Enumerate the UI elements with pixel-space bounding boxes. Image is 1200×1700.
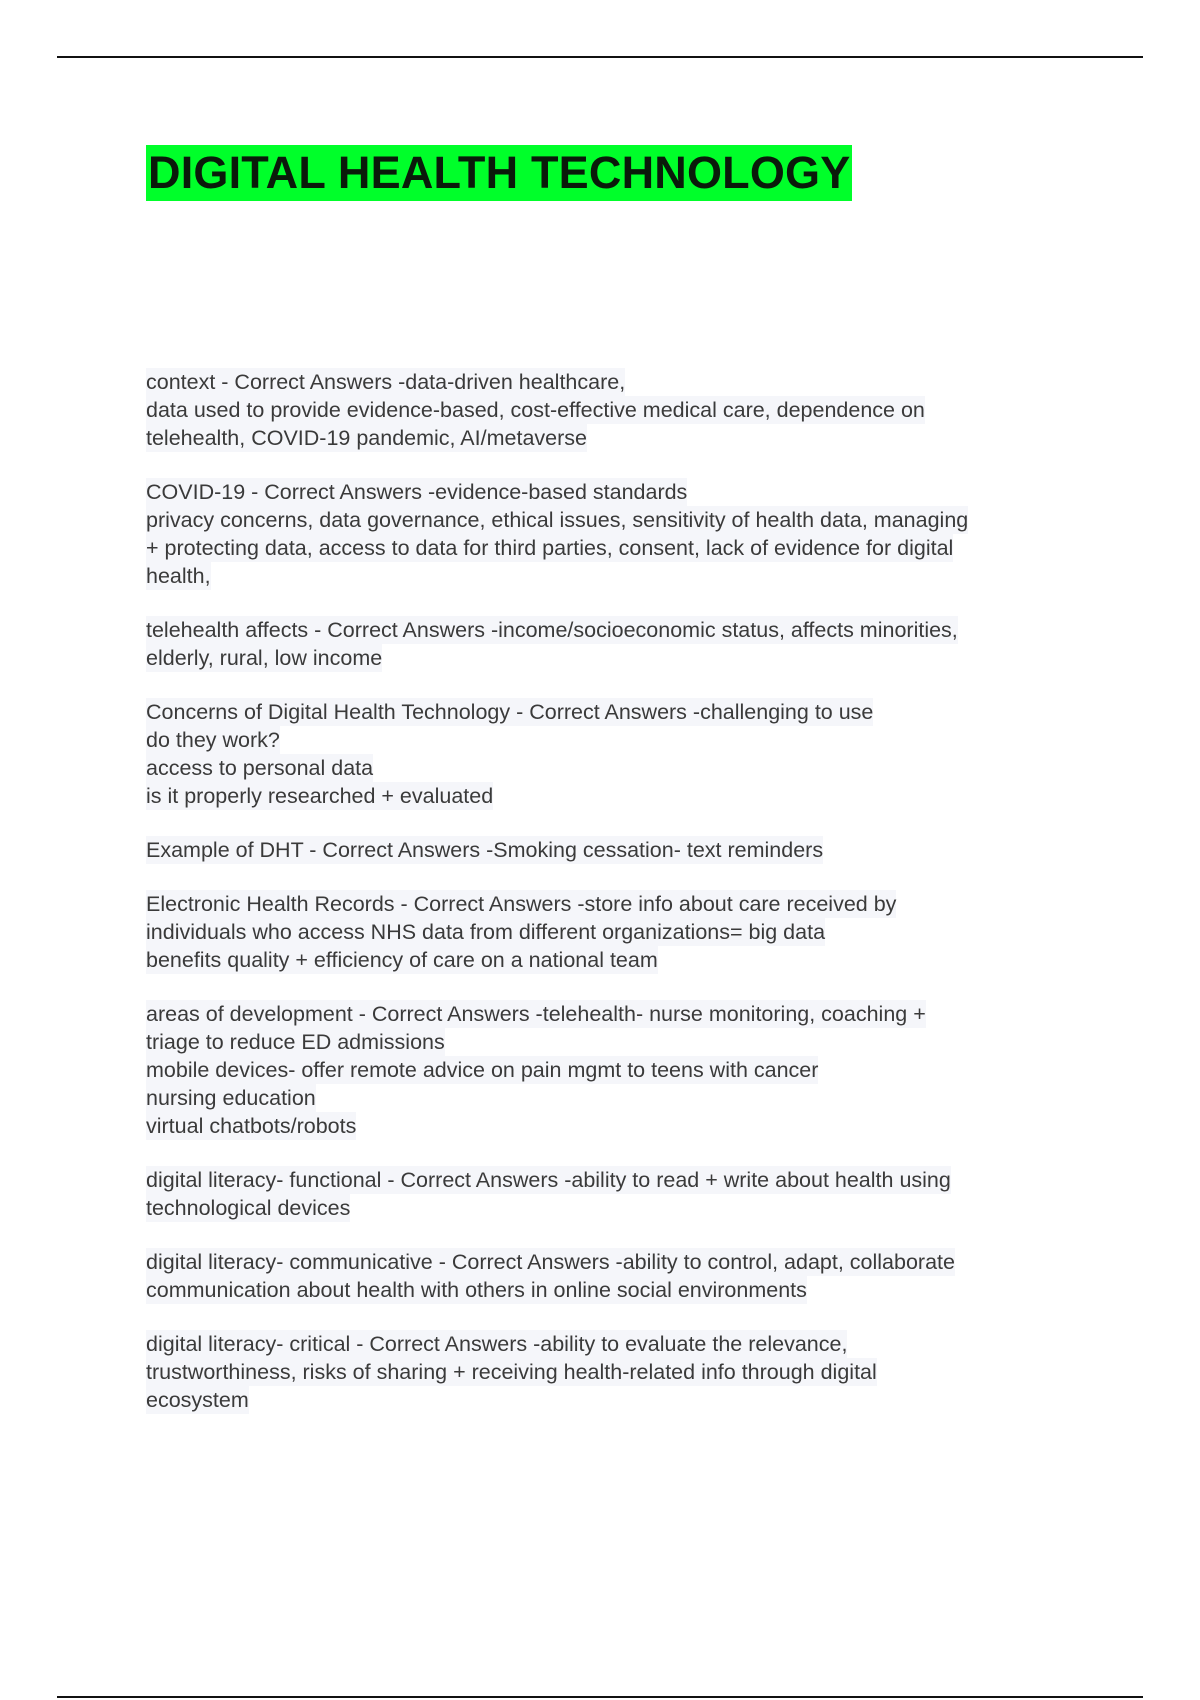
- entry-line: digital literacy- communicative - Correct Answers -ability to control, adapt, collaborate: [146, 1250, 955, 1274]
- entry-line: digital literacy- critical - Correct Answers -ability to evaluate the relevance,: [146, 1332, 848, 1356]
- entry-line: areas of development - Correct Answers -telehealth- nurse monitoring, coaching +: [146, 1002, 926, 1026]
- entry-line: health,: [146, 564, 211, 588]
- entry-telehealth-affects: [146, 616, 1086, 672]
- entry-line: communication about health with others in online social environments: [146, 1278, 807, 1302]
- entry-line: context - Correct Answers -data-driven healthcare,: [146, 370, 626, 394]
- entry-line: digital literacy- functional - Correct Answers -ability to read + write about health using: [146, 1168, 951, 1192]
- entry-line: Electronic Health Records - Correct Answers -store info about care received by: [146, 892, 897, 916]
- entry-digital-literacy-critical: [146, 1330, 1086, 1414]
- entry-line: privacy concerns, data governance, ethical issues, sensitivity of health data, managing: [146, 508, 969, 532]
- entry-example-of-dht: [146, 836, 1086, 864]
- entry-line: + protecting data, access to data for third parties, consent, lack of evidence for digital: [146, 536, 954, 560]
- entry-line: individuals who access NHS data from different organizations= big data: [146, 920, 826, 944]
- entry-line: trustworthiness, risks of sharing + receiving health-related info through digital: [146, 1360, 877, 1384]
- entry-areas-of-development: [146, 1000, 1086, 1140]
- entry-concerns: [146, 698, 1086, 810]
- bottom-rule: [57, 1696, 1143, 1698]
- entry-digital-literacy-functional: [146, 1166, 1086, 1222]
- entry-line: ecosystem: [146, 1388, 249, 1412]
- entry-line: telehealth affects - Correct Answers -income/socioeconomic status, affects minorities,: [146, 618, 958, 642]
- entry-line: data used to provide evidence-based, cost-effective medical care, dependence on: [146, 398, 925, 422]
- entry-line: Example of DHT - Correct Answers -Smoking cessation- text reminders: [146, 838, 824, 862]
- entry-line: nursing education: [146, 1086, 316, 1110]
- entries-list: [146, 368, 1086, 1440]
- title-block: [146, 145, 852, 201]
- entry-electronic-health-records: [146, 890, 1086, 974]
- entry-line: mobile devices- offer remote advice on pain mgmt to teens with cancer: [146, 1058, 819, 1082]
- entry-line: do they work?: [146, 728, 280, 752]
- entry-line: benefits quality + efficiency of care on a national team: [146, 948, 658, 972]
- top-rule: [57, 56, 1143, 58]
- entry-covid-19: [146, 478, 1086, 590]
- entry-line: virtual chatbots/robots: [146, 1114, 357, 1138]
- entry-line: triage to reduce ED admissions: [146, 1030, 445, 1054]
- entry-line: is it properly researched + evaluated: [146, 784, 494, 808]
- page-title: DIGITAL HEALTH TECHNOLOGY: [146, 145, 852, 201]
- entry-line: Concerns of Digital Health Technology - Correct Answers -challenging to use: [146, 700, 874, 724]
- entry-line: access to personal data: [146, 756, 374, 780]
- entry-line: COVID-19 - Correct Answers -evidence-based standards: [146, 480, 688, 504]
- entry-line: elderly, rural, low income: [146, 646, 383, 670]
- entry-line: technological devices: [146, 1196, 351, 1220]
- entry-digital-literacy-communicative: [146, 1248, 1086, 1304]
- entry-context: [146, 368, 1086, 452]
- entry-line: telehealth, COVID-19 pandemic, AI/metaverse: [146, 426, 587, 450]
